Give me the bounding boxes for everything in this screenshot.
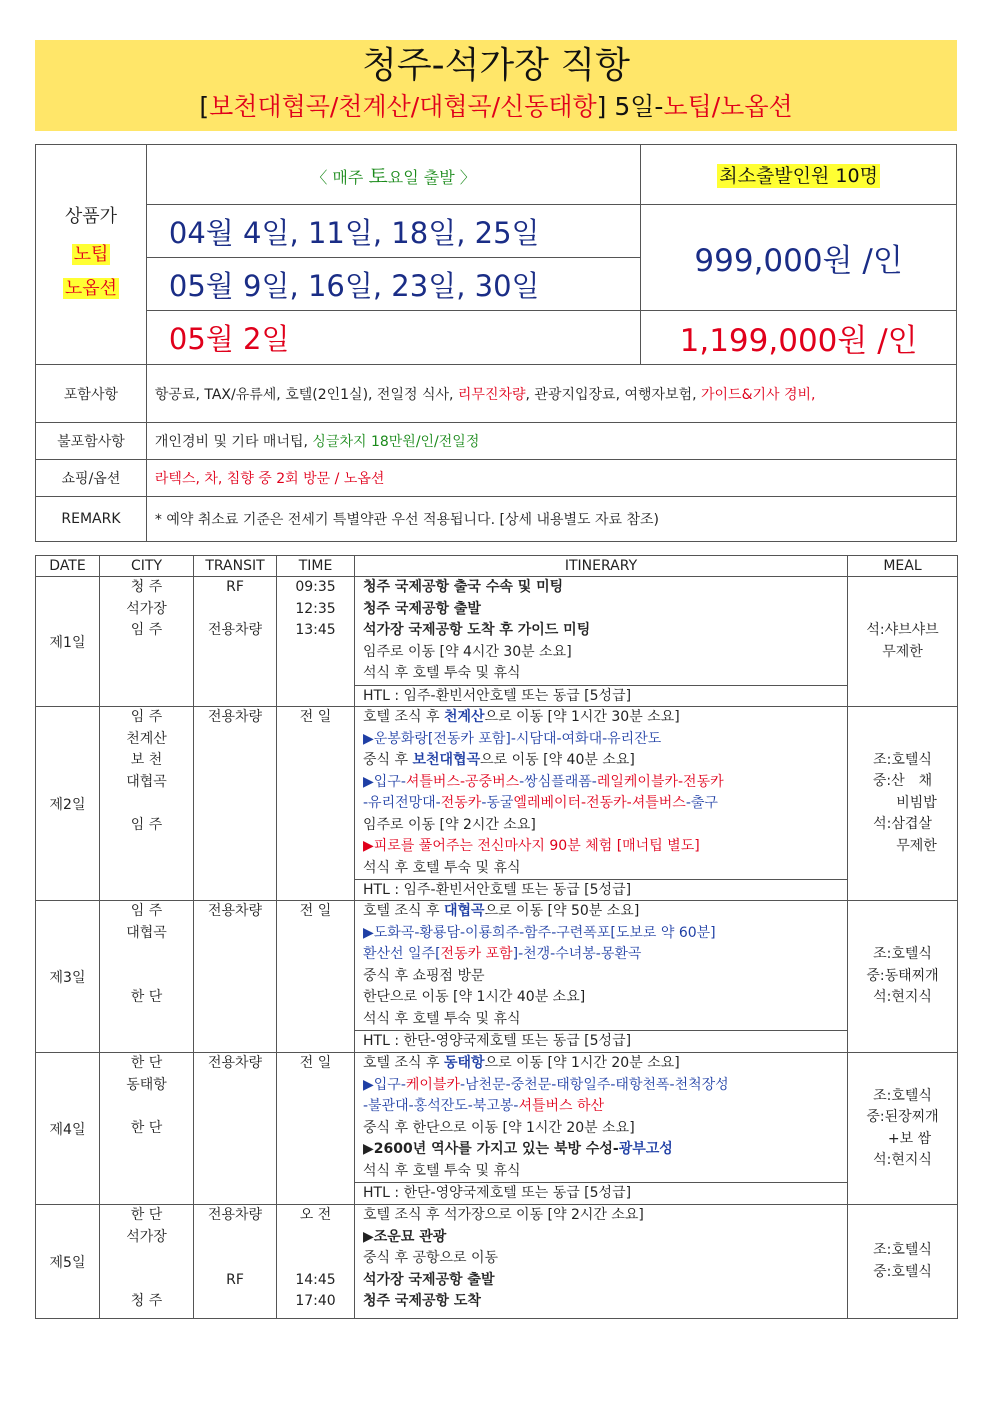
itinerary-line: ▶도화곡-황룡담-이룡희주-함주-구련폭포[도보로 약 60분] bbox=[363, 924, 716, 941]
text: 셔틀버스-공중버스 bbox=[405, 773, 520, 790]
title-banner bbox=[35, 40, 957, 131]
time: 09:35 bbox=[295, 579, 336, 595]
transit bbox=[194, 1248, 276, 1270]
itinerary-cell bbox=[355, 1053, 848, 1205]
day-row-1 bbox=[36, 577, 958, 707]
place-highlight: 대협곡 bbox=[443, 903, 485, 919]
included-b: 리무진차량 bbox=[457, 386, 526, 403]
text: ▶입구- bbox=[363, 773, 406, 790]
meal: 석:현지식 bbox=[873, 1152, 932, 1168]
hotel-info: HTL : 임주-환빈서안호텔 또는 동급 [5성급] bbox=[355, 879, 847, 900]
text: 케이블카 bbox=[405, 1076, 460, 1093]
transit: RF bbox=[226, 579, 244, 595]
text: 으로 이동 [약 40분 소요] bbox=[480, 752, 635, 768]
transit-cell bbox=[194, 901, 277, 1053]
departure-sat: 토 bbox=[368, 164, 388, 188]
price-standard: 999,000원 /인 bbox=[641, 205, 957, 311]
day-label: 제4일 bbox=[36, 1053, 100, 1205]
header-itinerary: ITINERARY bbox=[355, 556, 848, 577]
place-highlight: 보천대협곡 bbox=[412, 752, 481, 768]
city: 대협곡 bbox=[126, 773, 167, 790]
day-row-5 bbox=[36, 1205, 958, 1319]
text: 레일케이블카-전동카 bbox=[596, 773, 724, 790]
time: 12:35 bbox=[295, 600, 336, 617]
text: 전동카 bbox=[440, 795, 482, 811]
itinerary-line: ▶운봉화랑[전동카 포함]-시담대-여화대-유리잔도 bbox=[363, 730, 662, 747]
city-cell bbox=[100, 1053, 194, 1205]
city bbox=[100, 1248, 193, 1270]
product-info-table bbox=[35, 144, 957, 542]
day-label: 제5일 bbox=[36, 1205, 100, 1319]
subtitle-days: 5일- bbox=[606, 92, 664, 121]
meal: 조:호텔식 bbox=[873, 1242, 932, 1258]
excluded-b: 싱글차지 18만원/인/전일정 bbox=[312, 434, 480, 450]
meal: 비빔밥 bbox=[868, 794, 937, 811]
itinerary-line: 중식 후 공항으로 이동 bbox=[363, 1250, 499, 1266]
meal-cell bbox=[848, 1053, 958, 1205]
itinerary-line: 임주로 이동 [약 4시간 30분 소요] bbox=[363, 643, 572, 660]
meal: 석:샤브샤브 bbox=[866, 622, 939, 638]
city: 대협곡 bbox=[126, 924, 167, 941]
remark-text: * 예약 취소료 기준은 전세기 특별약관 우선 적용됩니다. [상세 내용별도 자료 참조) bbox=[146, 497, 956, 542]
itinerary-line: 임주로 이동 [약 2시간 소요] bbox=[363, 816, 536, 833]
city-cell bbox=[100, 901, 194, 1053]
massage-line: ▶피로를 풀어주는 전신마사지 90분 체험 [매너팁 별도] bbox=[363, 838, 700, 854]
itinerary-line: 청주 국제공항 출국 수속 및 미팅 bbox=[363, 579, 564, 595]
itinerary-line: 청주 국제공항 출발 bbox=[363, 600, 481, 617]
meal: 조:호텔식 bbox=[873, 1087, 932, 1104]
min-people: 최소출발인원 10명 bbox=[719, 165, 878, 187]
itinerary-line: ▶조운묘 관광 bbox=[363, 1228, 447, 1245]
meal: 조:호텔식 bbox=[873, 751, 932, 768]
time: 전 일 bbox=[299, 1055, 332, 1071]
meal-cell bbox=[848, 707, 958, 901]
transit-cell bbox=[194, 1053, 277, 1205]
text: 으로 이동 [약 50분 소요] bbox=[484, 903, 640, 919]
place-highlight: 천계산 bbox=[443, 709, 485, 725]
city bbox=[100, 1270, 193, 1292]
text: 환산선 일주[ bbox=[363, 946, 441, 962]
itinerary-line: 석식 후 호텔 투숙 및 휴식 bbox=[363, 665, 521, 681]
day-label: 제2일 bbox=[36, 707, 100, 901]
text: -쌍심플래폼- bbox=[519, 773, 597, 790]
meal: +보 쌈 bbox=[873, 1130, 932, 1147]
day-label: 제3일 bbox=[36, 901, 100, 1053]
place-highlight: 광부고성 bbox=[618, 1141, 673, 1157]
city-cell bbox=[100, 1205, 194, 1319]
itinerary-line: 중식 후 쇼핑점 방문 bbox=[363, 967, 485, 984]
itinerary-cell bbox=[355, 1205, 848, 1319]
time: 14:45 bbox=[295, 1271, 336, 1288]
text: -동굴 bbox=[481, 795, 514, 811]
meal: 석:현지식 bbox=[873, 989, 932, 1006]
city-cell bbox=[100, 577, 194, 707]
hotel-info: HTL : 한단-영양국제호텔 또는 동급 [5성급] bbox=[355, 1182, 847, 1203]
itinerary-line: 석가장 국제공항 도착 후 가이드 미팅 bbox=[363, 622, 591, 638]
departure-dates-special: 05월 2일 bbox=[146, 311, 640, 365]
city: 임 주 bbox=[130, 903, 163, 919]
time-cell bbox=[277, 577, 355, 707]
product-price-label-cell bbox=[36, 145, 147, 365]
day-row-2 bbox=[36, 707, 958, 901]
text: -남천문-중천문-태항일주-태항천폭-천척장성 bbox=[459, 1076, 729, 1093]
subtitle-places: 보천대협곡/천계산/대협곡/신동태항 bbox=[209, 92, 597, 121]
text: 호텔 조식 후 bbox=[363, 709, 444, 725]
place-highlight: 동태항 bbox=[443, 1055, 485, 1071]
city bbox=[100, 966, 193, 988]
city: 임 주 bbox=[130, 622, 163, 638]
time: 13:45 bbox=[295, 622, 336, 638]
departure-pre: 〈 매주 bbox=[311, 168, 369, 187]
header-date: DATE bbox=[36, 556, 100, 577]
time bbox=[277, 1248, 354, 1270]
text: 호텔 조식 후 bbox=[363, 903, 444, 919]
day-row-3 bbox=[36, 901, 958, 1053]
time: 전 일 bbox=[299, 709, 332, 725]
itinerary-table bbox=[35, 555, 958, 1319]
itinerary-cell bbox=[355, 577, 848, 707]
text: -유리전망대- bbox=[363, 795, 441, 811]
min-people-cell bbox=[641, 145, 957, 205]
hotel-info: HTL : 임주-환빈서안호텔 또는 동급 [5성급] bbox=[355, 685, 847, 706]
city: 보 천 bbox=[130, 752, 163, 768]
itinerary-line: 석식 후 호텔 투숙 및 휴식 bbox=[363, 859, 521, 876]
shopping-label: 쇼핑/옵션 bbox=[36, 460, 147, 497]
text: -불관대-홍석잔도-북고봉- bbox=[363, 1098, 519, 1114]
itinerary-line: 청주 국제공항 도착 bbox=[363, 1293, 481, 1309]
day-row-4 bbox=[36, 1053, 958, 1205]
transit: 전용차량 bbox=[207, 709, 263, 725]
city bbox=[100, 944, 193, 966]
transit-cell bbox=[194, 707, 277, 901]
departure-day bbox=[146, 145, 640, 205]
meal: 중:동태찌개 bbox=[866, 967, 939, 984]
price-special: 1,199,000원 /인 bbox=[641, 311, 957, 365]
header-meal: MEAL bbox=[848, 556, 958, 577]
text: ]-천갱-수녀봉-몽환곡 bbox=[512, 946, 642, 962]
city: 천계산 bbox=[126, 730, 167, 747]
departure-post: 요일 출발 〉 bbox=[387, 168, 476, 187]
itinerary-line: 석식 후 호텔 투숙 및 휴식 bbox=[363, 1010, 521, 1027]
text: ▶2600년 역사를 가지고 있는 북방 수성- bbox=[363, 1141, 619, 1157]
itinerary-line: 중식 후 한단으로 이동 [약 1시간 20분 소요] bbox=[363, 1119, 635, 1136]
city: 한 단 bbox=[130, 1055, 163, 1071]
meal: 중:된장찌개 bbox=[866, 1109, 939, 1125]
remark-label: REMARK bbox=[36, 497, 147, 542]
bracket-open: [ bbox=[199, 92, 210, 121]
time-cell bbox=[277, 707, 355, 901]
time: 오 전 bbox=[299, 1207, 332, 1223]
city: 임 주 bbox=[130, 709, 163, 725]
meal-cell bbox=[848, 1205, 958, 1319]
city: 청 주 bbox=[130, 579, 163, 595]
text: 으로 이동 [약 1시간 20분 소요] bbox=[484, 1055, 680, 1071]
transit bbox=[194, 599, 276, 621]
city bbox=[100, 793, 193, 815]
notip-badge: 노팁 bbox=[73, 243, 109, 265]
hotel-info: HTL : 한단-영양국제호텔 또는 동급 [5성급] bbox=[355, 1030, 847, 1051]
meal: 조:호텔식 bbox=[873, 946, 932, 963]
nooption-badge: 노옵션 bbox=[64, 277, 118, 299]
bracket-close: ] bbox=[596, 92, 607, 121]
text: 호텔 조식 후 bbox=[363, 1055, 444, 1071]
shopping-items: 라텍스, 차, 침향 중 2회 방문 / 노옵션 bbox=[146, 460, 956, 497]
itinerary-line: 석식 후 호텔 투숙 및 휴식 bbox=[363, 1162, 521, 1179]
meal: 무제한 bbox=[868, 837, 937, 854]
text: 전동카 포함 bbox=[440, 946, 513, 962]
itinerary-cell bbox=[355, 707, 848, 901]
meal: 중:산 채 bbox=[872, 773, 933, 790]
itinerary-cell bbox=[355, 901, 848, 1053]
city: 석가장 bbox=[126, 600, 167, 617]
header-transit: TRANSIT bbox=[194, 556, 277, 577]
meal: 중:호텔식 bbox=[873, 1263, 932, 1280]
city bbox=[100, 1096, 193, 1118]
text: ▶입구- bbox=[363, 1076, 406, 1093]
meal-cell bbox=[848, 901, 958, 1053]
transit: RF bbox=[226, 1271, 244, 1288]
city: 동태항 bbox=[126, 1076, 167, 1093]
itinerary-header-row bbox=[36, 556, 958, 577]
included-a: 항공료, TAX/유류세, 호텔(2인1실), 전일정 식사, bbox=[154, 386, 458, 403]
excluded-items bbox=[146, 423, 956, 460]
subtitle-options: 노팁/노옵션 bbox=[663, 92, 793, 121]
departure-dates-may: 05월 9일, 16일, 23일, 30일 bbox=[146, 258, 640, 311]
meal-cell bbox=[848, 577, 958, 707]
transit: 전용차량 bbox=[207, 903, 263, 919]
time-cell bbox=[277, 1053, 355, 1205]
time-cell bbox=[277, 1205, 355, 1319]
header-city: CITY bbox=[100, 556, 194, 577]
city-cell bbox=[100, 707, 194, 901]
time-cell bbox=[277, 901, 355, 1053]
meal: 석:삼겹살 bbox=[873, 816, 932, 833]
product-label: 상품가 bbox=[64, 205, 118, 227]
transit: 전용차량 bbox=[207, 1207, 263, 1223]
included-items bbox=[146, 365, 956, 423]
transit bbox=[194, 1227, 276, 1249]
transit: 전용차량 bbox=[207, 1055, 263, 1071]
transit: 전용차량 bbox=[207, 622, 263, 638]
day-label: 제1일 bbox=[36, 577, 100, 707]
transit-cell bbox=[194, 577, 277, 707]
city: 석가장 bbox=[126, 1228, 167, 1245]
excluded-a: 개인경비 및 기타 매너팁, bbox=[154, 434, 313, 450]
city: 한 단 bbox=[130, 1207, 163, 1223]
city: 한 단 bbox=[130, 989, 163, 1005]
excluded-label: 불포함사항 bbox=[36, 423, 147, 460]
transit-cell bbox=[194, 1205, 277, 1319]
included-c: , 관광지입장료, 여행자보험, bbox=[525, 386, 701, 403]
itinerary-line: 석가장 국제공항 출발 bbox=[363, 1271, 495, 1288]
text: -출구 bbox=[685, 795, 718, 811]
included-label: 포함사항 bbox=[36, 365, 147, 423]
page-subtitle bbox=[35, 89, 957, 125]
time bbox=[277, 1227, 354, 1249]
text: 으로 이동 [약 1시간 30분 소요] bbox=[484, 709, 680, 725]
time: 17:40 bbox=[295, 1293, 336, 1309]
meal: 무제한 bbox=[882, 643, 923, 660]
time: 전 일 bbox=[299, 903, 332, 919]
text: 중식 후 bbox=[363, 752, 413, 768]
city: 청 주 bbox=[130, 1293, 163, 1309]
text: 셔틀버스 하산 bbox=[518, 1098, 605, 1114]
page-title: 청주-석가장 직항 bbox=[362, 45, 630, 86]
header-time: TIME bbox=[277, 556, 355, 577]
itinerary-line: 한단으로 이동 [약 1시간 40분 소요] bbox=[363, 989, 586, 1005]
itinerary-line: 호텔 조식 후 석가장으로 이동 [약 2시간 소요] bbox=[363, 1207, 644, 1223]
departure-dates-april: 04월 4일, 11일, 18일, 25일 bbox=[146, 205, 640, 258]
city: 임 주 bbox=[130, 816, 163, 833]
included-d: 가이드&기사 경비, bbox=[701, 386, 816, 403]
city: 한 단 bbox=[130, 1119, 163, 1136]
text: 엘레베이터-전동카-셔틀버스 bbox=[513, 795, 686, 811]
